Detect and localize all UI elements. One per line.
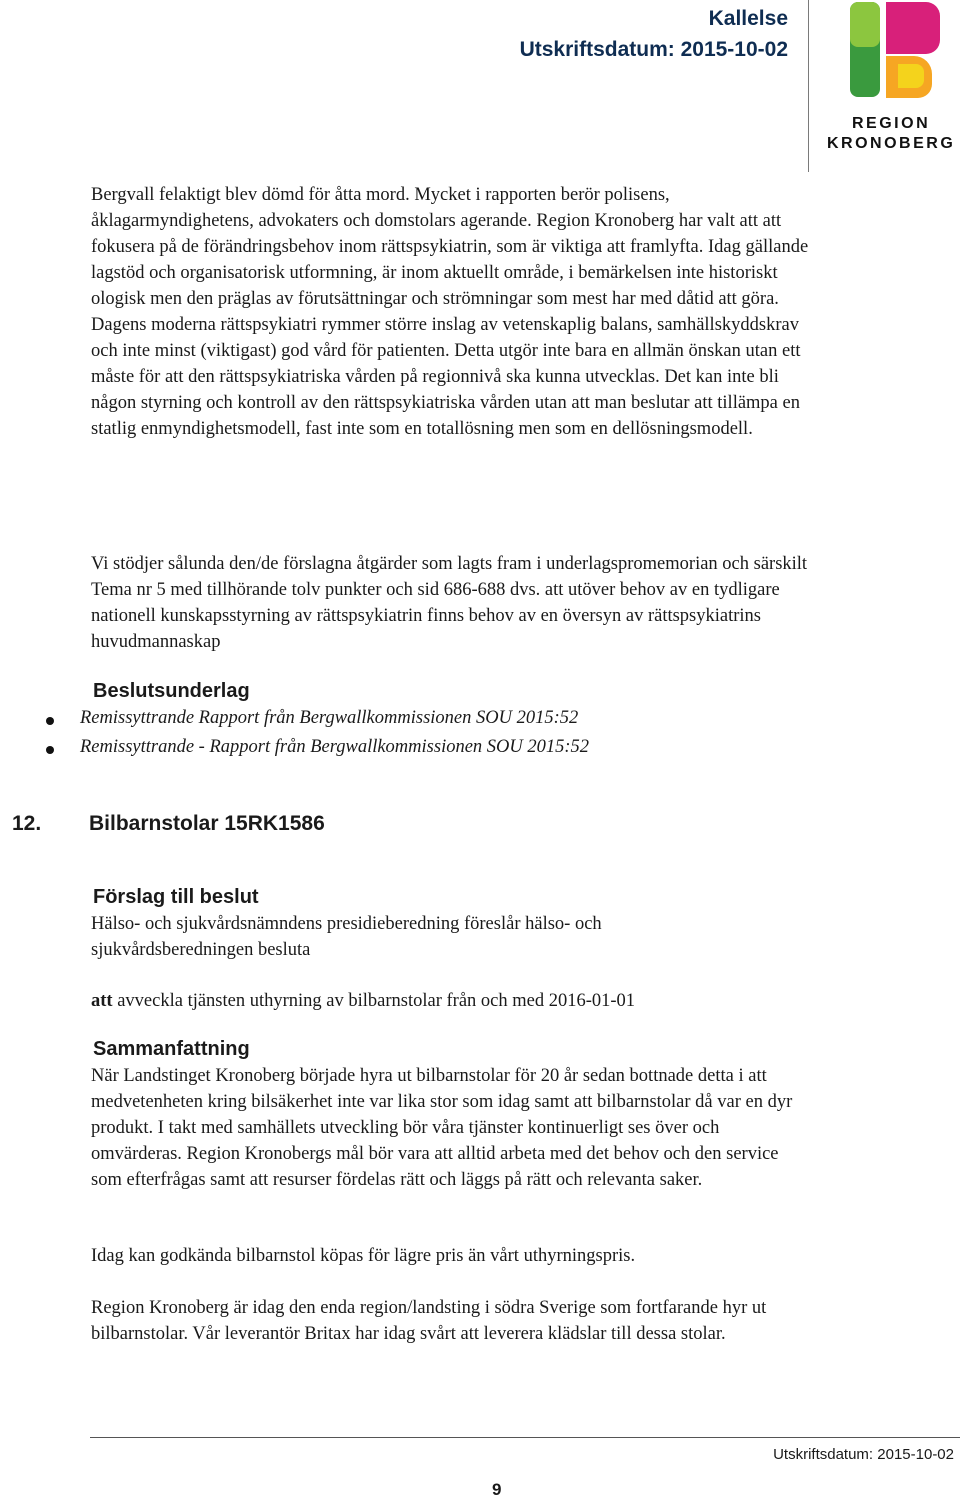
summary-paragraph	[91, 1243, 811, 1269]
paragraph-text: Bergvall felaktigt blev dömd för åtta mord. Mycket i rapporten berör polisens, åklagarmyndighetens, advokaters och domstolars agerande. Region Kronoberg har valt att att fokusera på de förändringsbehov inom rättspsykiatrin, som är viktiga att framlyfta. Idag gällande lagstöd och organisatorisk utformning, är inom aktuellt område, i bemärkelsen inte historiskt ologisk men den präglas av förutsättningar och strömningar som mest har med dåtid att göra. Dagens moderna rättspsykiatri rymmer större inslag av vetenskaplig balans, samhällskyddskrav och inte minst (viktigast) god vård för patienten. Detta utgör inte bara en allmän önskan utan ett måste för att den rättspsykiatriska vården på regionnivå ska kunna utvecklas. Det kan inte bli någon styrning och kontroll av den rättspsykiatriska vården utan att man beslutar att tillämpa en statlig enmyndighetsmodell, fast inte som en totallösning men som en dellösningsmodell.	[91, 185, 809, 439]
paragraph-text: När Landstinget Kronoberg började hyra ut bilbarnstolar för 20 år sedan bottnade detta i att medvetenheten kring bilsäkerhet inte var lika stor som idag samt att bilbarnstolar då var en dyr produkt. I takt med samhällets utveckling bör våra tjänster kontinuerligt ses över och omvärderas. Region Kronobergs mål bör vara att alltid arbeta med det behov och den service som efterfrågas samt att resurser fördelas rätt och läggs på rätt och relevanta saker.	[91, 1066, 793, 1190]
paragraph-text: Hälso- och sjukvårdsnämndens presidieberedning föreslår hälso- och sjukvårdsberedningen besluta	[91, 914, 602, 960]
logo-text-region: REGION	[852, 115, 931, 132]
paragraph-text: Vi stödjer sålunda den/de förslagna åtgärder som lagts fram i underlagspromemorian och särskilt Tema nr 5 med tillhörande tolv punkter och sid 686-688 dvs. att utöver behov av en tydligare nationell kunskapsstyrning av rättspsykiatrin finns behov av en översyn av rättspsykiatrins huvudmannaskap	[91, 554, 808, 652]
bullet-icon	[46, 717, 54, 725]
decision-text	[91, 988, 811, 1014]
document-title: Kallelse	[708, 7, 788, 30]
decision-body: avveckla tjänsten uthyrning av bilbarnstolar från och med 2016-01-01	[112, 991, 636, 1011]
forslag-text	[91, 911, 751, 963]
att-keyword: att	[91, 991, 113, 1011]
summary-paragraph	[91, 1295, 801, 1347]
logo-text-kronoberg: KRONOBERG	[827, 135, 956, 152]
agenda-item-number: 12.	[12, 812, 42, 835]
agenda-item-title: Bilbarnstolar 15RK1586	[89, 812, 325, 835]
paragraph-text: Idag kan godkända bilbarnstol köpas för lägre pris än vårt uthyrningspris.	[91, 1246, 636, 1266]
paragraph-text: Region Kronoberg är idag den enda region/landsting i södra Sverige som fortfarande hyr ut bilbarnstolar. Vår leverantör Britax har idag svårt att leverera klädslar till dessa stolar.	[91, 1298, 767, 1344]
beslutsunderlag-heading: Beslutsunderlag	[93, 680, 250, 702]
body-paragraph	[91, 551, 811, 655]
page-number: 9	[492, 1480, 502, 1499]
print-date: Utskriftsdatum: 2015-10-02	[519, 38, 788, 61]
header-divider	[808, 0, 809, 172]
forslag-heading: Förslag till beslut	[93, 886, 259, 908]
summary-paragraph	[91, 1063, 811, 1193]
attachment-link[interactable]: Remissyttrande Rapport från Bergwallkommissionen SOU 2015:52	[80, 708, 579, 728]
body-paragraph	[91, 182, 811, 442]
footer-divider	[90, 1437, 960, 1438]
footer-print-date: Utskriftsdatum: 2015-10-02	[773, 1446, 954, 1463]
sammanfattning-heading: Sammanfattning	[93, 1038, 250, 1060]
bullet-icon	[46, 746, 54, 754]
attachment-link[interactable]: Remissyttrande - Rapport från Bergwallkommissionen SOU 2015:52	[80, 737, 590, 757]
logo-mark-icon	[820, 0, 960, 115]
